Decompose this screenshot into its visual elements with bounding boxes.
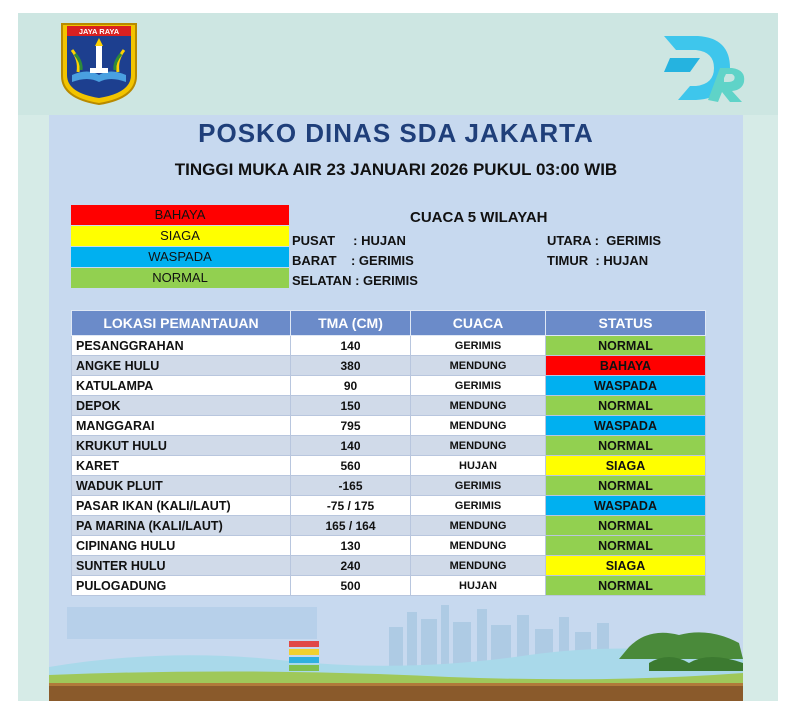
legend-waspada: WASPADA: [71, 247, 289, 268]
cell-lokasi: WADUK PLUIT: [72, 476, 291, 496]
page-title: POSKO DINAS SDA JAKARTA: [198, 118, 594, 148]
header-lokasi: LOKASI PEMANTAUAN: [72, 311, 291, 336]
cell-tma: 150: [291, 396, 411, 416]
city-skyline-illustration: [49, 597, 743, 701]
header-tma: TMA (CM): [291, 311, 411, 336]
cell-tma: 140: [291, 436, 411, 456]
cell-cuaca: GERIMIS: [411, 476, 546, 496]
cell-lokasi: SUNTER HULU: [72, 556, 291, 576]
table-row: [72, 456, 706, 476]
cell-tma: 90: [291, 376, 411, 396]
table-row: [72, 516, 706, 536]
cell-lokasi: KARET: [72, 456, 291, 476]
cell-status: WASPADA: [546, 376, 706, 396]
cell-tma: 130: [291, 536, 411, 556]
cell-lokasi: ANGKE HULU: [72, 356, 291, 376]
cell-tma: 165 / 164: [291, 516, 411, 536]
cell-tma: 140: [291, 336, 411, 356]
cell-cuaca: MENDUNG: [411, 536, 546, 556]
cell-cuaca: MENDUNG: [411, 396, 546, 416]
cell-lokasi: PA MARINA (KALI/LAUT): [72, 516, 291, 536]
cell-cuaca: MENDUNG: [411, 356, 546, 376]
cell-cuaca: MENDUNG: [411, 556, 546, 576]
cell-status: NORMAL: [546, 516, 706, 536]
water-level-table: [71, 310, 706, 596]
legend-bahaya: BAHAYA: [71, 205, 289, 226]
weather-utara: UTARA : GERIMIS: [547, 233, 662, 248]
cell-status: NORMAL: [546, 436, 706, 456]
cell-tma: -75 / 175: [291, 496, 411, 516]
table-row: [72, 576, 706, 596]
table-row: [72, 496, 706, 516]
table-row: [72, 556, 706, 576]
cell-status: SIAGA: [546, 556, 706, 576]
cell-tma: 500: [291, 576, 411, 596]
emblem-text: JAYA RAYA: [78, 27, 120, 36]
cell-lokasi: MANGGARAI: [72, 416, 291, 436]
table-row: [72, 536, 706, 556]
cell-lokasi: PESANGGRAHAN: [72, 336, 291, 356]
weather-selatan: SELATAN : GERIMIS: [292, 273, 418, 288]
cell-lokasi: KRUKUT HULU: [72, 436, 291, 456]
cell-cuaca: MENDUNG: [411, 436, 546, 456]
cell-cuaca: GERIMIS: [411, 376, 546, 396]
cell-status: NORMAL: [546, 336, 706, 356]
dsda-brand-logo: [660, 28, 755, 106]
cell-tma: 560: [291, 456, 411, 476]
cell-cuaca: GERIMIS: [411, 336, 546, 356]
status-legend: [71, 205, 289, 289]
jakarta-emblem-logo: [58, 20, 140, 106]
cell-lokasi: KATULAMPA: [72, 376, 291, 396]
weather-timur: TIMUR : HUJAN: [547, 253, 649, 268]
weather-title: CUACA 5 WILAYAH: [410, 209, 548, 226]
weather-pusat: PUSAT : HUJAN: [292, 233, 406, 248]
cell-status: BAHAYA: [546, 356, 706, 376]
cell-lokasi: PULOGADUNG: [72, 576, 291, 596]
cell-cuaca: HUJAN: [411, 456, 546, 476]
cell-cuaca: MENDUNG: [411, 516, 546, 536]
cell-cuaca: GERIMIS: [411, 496, 546, 516]
cell-lokasi: CIPINANG HULU: [72, 536, 291, 556]
cell-tma: -165: [291, 476, 411, 496]
cell-status: NORMAL: [546, 536, 706, 556]
cell-cuaca: HUJAN: [411, 576, 546, 596]
header-cuaca: CUACA: [411, 311, 546, 336]
cell-tma: 795: [291, 416, 411, 436]
table-row: [72, 396, 706, 416]
cell-status: NORMAL: [546, 476, 706, 496]
cell-status: NORMAL: [546, 396, 706, 416]
table-row: [72, 416, 706, 436]
weather-barat: BARAT : GERIMIS: [292, 253, 414, 268]
table-row: [72, 376, 706, 396]
cell-status: NORMAL: [546, 576, 706, 596]
cell-status: WASPADA: [546, 416, 706, 436]
cell-tma: 240: [291, 556, 411, 576]
table-row: [72, 356, 706, 376]
cell-lokasi: PASAR IKAN (KALI/LAUT): [72, 496, 291, 516]
cell-lokasi: DEPOK: [72, 396, 291, 416]
cell-status: WASPADA: [546, 496, 706, 516]
cell-cuaca: MENDUNG: [411, 416, 546, 436]
legend-siaga: SIAGA: [71, 226, 289, 247]
table-row: [72, 476, 706, 496]
legend-normal: NORMAL: [71, 268, 289, 289]
cell-status: SIAGA: [546, 456, 706, 476]
table-header-row: [72, 311, 706, 336]
table-row: [72, 336, 706, 356]
cell-tma: 380: [291, 356, 411, 376]
header-status: STATUS: [546, 311, 706, 336]
page-subtitle: TINGGI MUKA AIR 23 JANUARI 2026 PUKUL 03:00 WIB: [174, 160, 618, 179]
table-row: [72, 436, 706, 456]
